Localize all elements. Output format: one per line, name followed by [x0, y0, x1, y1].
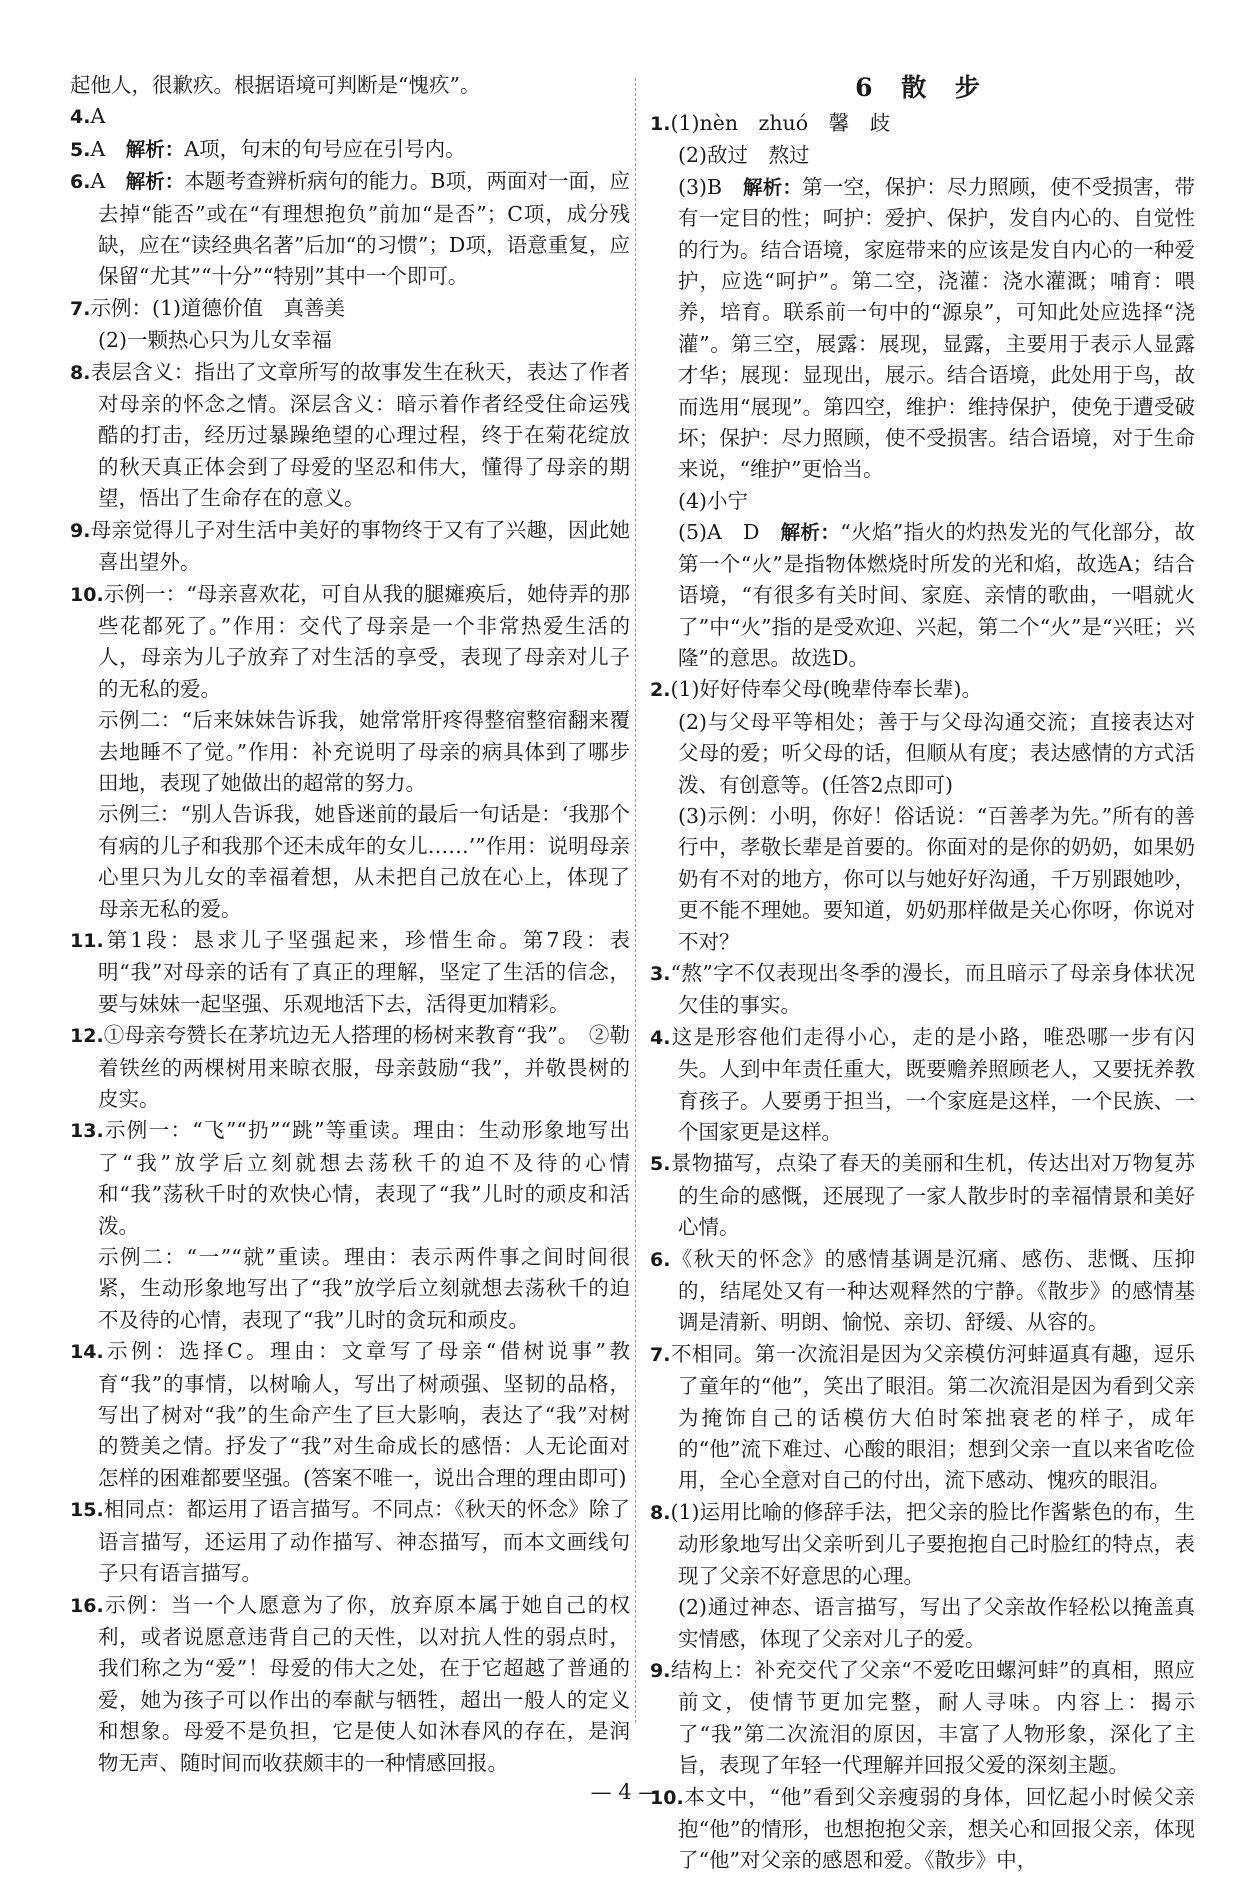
answer-text: 示例：当一个人愿意为了你，放弃原本属于她自己的权利，或者说愿意违背自己的天性，以对抗人性的弱点时，我们称之为“爱”！母爱的伟大之处，在于它超越了普通的爱，她为孩子可以作出的奉献与牺牲，超出一般人的定义和想象。母爱不是负担，它是使人如沐春风的存在，是润物无声、随时间而收获颇丰的一种情感回报。: [98, 1592, 630, 1775]
answer-text: A: [90, 104, 106, 129]
answer-text: 示例：(1)道德价值 真善美: [90, 295, 345, 320]
analysis-text: 本题考查辨析病句的能力。B项，两面对一面，应去掉“能否”或在“有理想抱负”前加“是否”；C项，成分残缺，应在“读经典名著”后加“的习惯”；D项，语意重复，应保留“尤其”“十分”“特别”其中一个即可。: [98, 169, 630, 289]
answer-number: 13.: [70, 1120, 104, 1143]
answer-number: 2.: [650, 679, 671, 702]
answer-text: 示例一：“母亲喜欢花，可自从我的腿瘫痪后，她侍弄的那些花都死了。”作用：交代了母亲是一个非常热爱生活的人，母亲为儿子放弃了对生活的享受，表现了母亲对儿子的无私的爱。: [98, 581, 630, 701]
answer-text: “熬”字不仅表现出冬季的漫长，而且暗示了母亲身体状况欠佳的事实。: [670, 960, 1195, 1018]
answer-text: (1)nèn zhuó 馨 歧: [670, 111, 891, 135]
answer-item: [650, 1244, 1195, 1339]
answer-subitem: [70, 1242, 630, 1336]
answer-item: [70, 1115, 630, 1242]
answer-text: 示例二：“一”“就”重读。理由：表示两件事之间时间很紧，生动形象地写出了“我”放学后立刻就想去荡秋千的迫不及待的心情，表现了“我”儿时的贪玩和顽皮。: [98, 1245, 630, 1332]
answer-item: [70, 515, 630, 579]
answer-text: (5)A D: [678, 520, 760, 545]
answer-text: 示例一：“飞”“扔”“跳”等重读。理由：生动形象地写出了“我”放学后立刻就想去荡秋千的迫不及待的心情和“我”荡秋千时的欢快心情，表现了“我”儿时的顽皮和活泼。: [98, 1118, 630, 1238]
analysis-label: 解析：: [125, 170, 185, 194]
answer-item: [650, 1022, 1195, 1149]
answer-number: 15.: [70, 1499, 104, 1522]
answer-text: 示例三：“别人告诉我，她昏迷前的最后一句话是：‘我那个有病的儿子和我那个还未成年的女儿……’”作用：说明母亲心里只为儿女的幸福着想，从未把自己放在心上，体现了母亲无私的爱。: [98, 802, 630, 921]
answer-item: [70, 1494, 630, 1589]
answer-text: 结构上：补充交代了父亲“不爱吃田螺河蚌”的真相，照应前文，使情节更加完整，耐人寻味。内容上：揭示了“我”第二次流泪的原因，丰富了人物形象，深化了主旨，表现了年轻一代理解并回报父爱的深刻主题。: [670, 1657, 1195, 1778]
analysis-text: A项，句末的句号应在引号内。: [184, 136, 466, 161]
answer-text: 第1段：恳求儿子坚强起来，珍惜生命。第7段：表明“我”对母亲的话有了真正的理解，坚定了生活的信念，要与妹妹一起坚强、乐观地活下去，活得更加精彩。: [98, 927, 630, 1016]
answer-subitem: [650, 486, 1195, 517]
right-answers: [650, 108, 1195, 1877]
answer-item: [70, 357, 630, 515]
answer-subitem: [650, 172, 1195, 486]
answer-subitem: [650, 140, 1195, 171]
answer-item: [70, 579, 630, 706]
analysis-label: 解析：: [125, 137, 185, 161]
answer-item: [70, 1020, 630, 1115]
answer-number: 4.: [70, 106, 91, 129]
answer-number: 10.: [70, 583, 104, 606]
answer-text: (3)B: [678, 174, 723, 199]
answer-subitem: [70, 799, 630, 925]
answer-item: [650, 108, 1195, 140]
analysis-label: 解析：: [743, 175, 803, 199]
answer-number: 5.: [70, 138, 91, 161]
answer-subitem: [650, 707, 1195, 801]
answer-number: 7.: [70, 297, 91, 320]
answer-text: 相同点：都运用了语言描写。不同点：《秋天的怀念》除了语言描写，还运用了动作描写、神态描写，而本文画线句子只有语言描写。: [98, 1497, 630, 1586]
answer-item: [70, 925, 630, 1020]
answer-text: A: [90, 169, 106, 194]
answer-text: 不相同。第一次流泪是因为父亲模仿河蚌逼真有趣，逗乐了童年的“他”，笑出了眼泪。第二次流泪是因为看到父亲为掩饰自己的话模仿大伯时笨拙衰老的样子，成年的“他”流下难过、心酸的眼泪；想到父亲一直以来省吃俭用，全心全意对自己的付出，流下感动、愧疚的眼泪。: [670, 1341, 1195, 1493]
answer-item: [70, 293, 630, 325]
answer-item: [70, 1590, 630, 1779]
answer-subitem: [70, 325, 630, 356]
answer-text: 起他人，很歉疚。根据语境可判断是“愧疚”。: [70, 73, 481, 97]
answer-item: [70, 101, 630, 133]
answer-text: (2)敌过 熬过: [678, 143, 810, 168]
answer-number: 5.: [650, 1153, 671, 1176]
answer-number: 4.: [650, 1026, 671, 1049]
answer-text: 《秋天的怀念》的感情基调是沉痛、感伤、悲慨、压抑的，结尾处又有一种达观释然的宁静。《散步》的感情基调是清新、明朗、愉悦、亲切、舒缓、从容的。: [670, 1246, 1195, 1335]
answer-text: 示例二：“后来妹妹告诉我，她常常肝疼得整宿整宿翻来覆去地睡不了觉。”作用：补充说明了母亲的病具体到了哪步田地，表现了她做出的超常的努力。: [98, 708, 630, 795]
answer-item: [650, 1148, 1195, 1243]
answer-number: 1.: [650, 113, 671, 135]
answer-item: [70, 134, 630, 166]
answer-number: 11.: [70, 929, 104, 952]
answer-text: (4)小宁: [678, 488, 749, 513]
answer-text: (2)通过神态、语言描写，写出了父亲故作轻松以掩盖真实情感，体现了父亲对儿子的爱。: [678, 1595, 1195, 1651]
answer-item: [70, 1336, 630, 1494]
answer-subitem: [70, 705, 630, 799]
answer-text: (2)与父母平等相处；善于与父母沟通交流；直接表达对父母的爱；听父母的话，但顺从有度；表达感情的方式活泼、有创意等。(任答2点即可): [678, 709, 1195, 797]
answer-number: 9.: [650, 1659, 671, 1682]
answer-item: [650, 958, 1195, 1022]
answer-subitem: [650, 517, 1195, 674]
answer-item: [650, 1497, 1195, 1592]
page-number: — 4 —: [590, 1780, 660, 1804]
answer-text: 景物描写，点染了春天的美丽和生机，传达出对万物复苏的生命的感慨，还展现了一家人散步时的幸福情景和美好心情。: [670, 1151, 1195, 1240]
answer-text: 本文中，“他”看到父亲瘦弱的身体，回忆起小时候父亲抱“他”的情形，也想抱抱父亲，想关心和回报父亲，体现了“他”对父亲的感恩和爱。《散步》中，: [678, 1784, 1195, 1873]
answer-number: 12.: [70, 1025, 104, 1048]
answer-number: 6.: [650, 1248, 671, 1271]
answer-number: 9.: [70, 519, 91, 542]
right-column: [650, 70, 1195, 1877]
answer-text: A: [90, 136, 106, 161]
answer-item: [70, 166, 630, 293]
answer-text: 这是形容他们走得小心，走的是小路，唯恐哪一步有闪失。人到中年责任重大，既要赡养照顾老人，又要抚养教育孩子。人要勇于担当，一个家庭是这样，一个民族、一个国家更是这样。: [670, 1024, 1195, 1144]
answer-text: (1)运用比喻的修辞手法，把父亲的脸比作酱紫色的布，生动形象地写出父亲听到儿子要抱抱自己时脸红的特点，表现了父亲不好意思的心理。: [670, 1499, 1195, 1588]
answer-text: (2)一颗热心只为儿女幸福: [98, 328, 333, 353]
analysis-text: 第一空，保护：尽力照顾，使不受损害，带有一定目的性；呵护：爱护、保护，发自内心的、自觉性的行为。结合语境，家庭带来的应该是发自内心的一种爱护，应选“呵护”。第二空，浇灌：浇水灌溉；哺育：喂养，培育。联系前一句中的“源泉”，可知此处应选择“浇灌”。第三空，展露：展现，显露，主要用于表示人显露才华；展现：显现出，展示。结合语境，此处用于鸟，故而选用“展现”。第四空，维护：维持保护，使免于遭受破坏；保护：尽力照顾，使不受损害。结合语境，对于生命来说，“维护”更恰当。: [678, 174, 1196, 482]
answer-item: [650, 1655, 1195, 1782]
answer-text: 表层含义：指出了文章所写的故事发生在秋天，表达了作者对母亲的怀念之情。深层含义：暗示着作者经受住命运残酷的打击，经历过暴躁绝望的心理过程，终于在菊花绽放的秋天真正体会到了母爱的坚忍和伟大，懂得了母亲的期望，悟出了生命存在的意义。: [90, 359, 630, 511]
answer-text: 母亲觉得儿子对生活中美好的事物终于又有了兴趣，因此她喜出望外。: [90, 517, 630, 575]
answer-number: 8.: [70, 361, 91, 384]
answer-number: 16.: [70, 1594, 104, 1617]
answer-subitem: [650, 1592, 1195, 1655]
analysis-label: 解析：: [780, 521, 841, 545]
answer-number: 10.: [650, 1786, 684, 1809]
answer-number: 3.: [650, 962, 671, 985]
answer-text: 示例：选择C。理由：文章写了母亲“借树说事”教育“我”的事情，以树喻人，写出了树顽强、坚韧的品格，写出了树对“我”的生命产生了巨大影响，表达了“我”对树的赞美之情。抒发了“我”对生命成长的感悟：人无论面对怎样的困难都要坚强。(答案不唯一，说出合理的理由即可): [98, 1339, 630, 1490]
analysis-text: “火焰”指火的灼热发光的气化部分，故第一个“火”是指物体燃烧时所发的光和焰，故选A；结合语境，“有很多有关时间、家庭、亲情的歌曲，一唱就火了”中“火”指的是受欢迎、兴起，第二个“火”是“兴旺；兴隆”的意思。故选D。: [678, 520, 1195, 670]
answer-paragraph: [70, 70, 630, 101]
answer-number: 6.: [70, 171, 91, 194]
answer-text: (1)好好侍奉父母(晚辈侍奉长辈)。: [670, 677, 982, 702]
section-title: 6 散 步: [855, 73, 990, 102]
answer-subitem: [650, 801, 1195, 958]
column-divider: [635, 78, 636, 1723]
answer-text: ①母亲夸赞长在茅坑边无人搭理的杨树来教育“我”。 ②勒着铁丝的两棵树用来晾衣服，母亲鼓励“我”，并敬畏树的皮实。: [98, 1023, 630, 1111]
left-column: [70, 70, 630, 1779]
answer-number: 14.: [70, 1341, 104, 1364]
answer-item: [650, 674, 1195, 706]
answer-number: 8.: [650, 1501, 671, 1524]
answer-number: 7.: [650, 1343, 671, 1366]
answer-item: [650, 1339, 1195, 1497]
answer-text: (3)示例：小明，你好！俗话说：“百善孝为先。”所有的善行中，孝敬长辈是首要的。你面对的是你的奶奶，如果奶奶有不对的地方，你可以与她好好沟通，千万别跟她吵，更不能不理她。要知道，奶奶那样做是关心你呀，你说对不对？: [678, 803, 1195, 954]
